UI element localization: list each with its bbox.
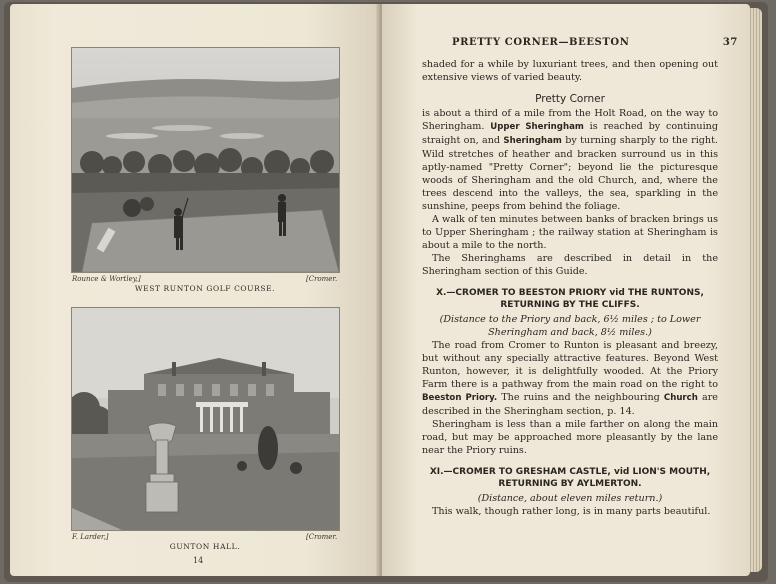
paragraph-7: This walk, though rather long, is in many parts beautiful. [432, 506, 711, 517]
sheringham-label: Sheringham [503, 136, 562, 146]
right-page-number: 37 [722, 37, 738, 48]
photo1-caption: WEST RUNTON GOLF COURSE. [134, 284, 276, 293]
paragraph-4: The Sheringhams are described in detail in the Sheringham section of this Guide. [422, 253, 718, 277]
golf-course-photo [71, 47, 340, 273]
paragraph-3: A walk of ten minutes between banks of bracken brings us to Upper Sheringham ; the railway station at Sheringham is about a mile to the north. [422, 214, 718, 251]
running-head-title: PRETTY CORNER—BEESTON [452, 37, 630, 48]
route-x-heading: X.—CROMER TO BEESTON PRIORY vid THE RUNTONS, RETURNING BY THE CLIFFS. [436, 288, 704, 310]
beeston-priory-label: Beeston Priory. [422, 393, 498, 403]
left-page-number: 14 [193, 556, 204, 565]
section-title: Pretty Corner [535, 93, 605, 105]
photo2-credit-left: F. Larder,] [72, 533, 109, 541]
gunton-hall-photo [71, 307, 340, 531]
route-xi-heading: XI.—CROMER TO GRESHAM CASTLE, vid LION'S MOUTH, RETURNING BY AYLMERTON. [429, 467, 711, 489]
church-label: Church [663, 393, 698, 403]
page-edges [748, 8, 762, 572]
paragraph-6: Sheringham is less than a mile farther on along the main road, but may be approached more pleasantly by the lane near the Priory ruins. [422, 419, 718, 456]
left-page [10, 4, 380, 576]
photo1-credit-left: Rounce & Wortley,] [72, 275, 141, 283]
photo2-credit-right: [Cromer. [306, 533, 338, 541]
running-head [452, 37, 738, 48]
route-x-distance: (Distance to the Priory and back, 6½ miles ; to Lower Sheringham and back, 8½ miles.) [439, 314, 701, 338]
body-text [422, 58, 718, 518]
photo2-caption: GUNTON HALL. [169, 542, 241, 551]
right-page [382, 4, 750, 576]
photo1-credit-right: [Cromer. [306, 275, 338, 283]
route-xi-distance: (Distance, about eleven miles return.) [477, 493, 663, 504]
upper-sheringham-label: Upper Sheringham [490, 122, 584, 132]
paragraph-1: shaded for a while by luxuriant trees, and then opening out extensive views of varied beauty. [422, 59, 718, 83]
paragraph-5: The road from Cromer to Runton is pleasant and breezy, but without any specially attractive features. Beyond West Runton, however, it is delightfully wooded. At the Priory Farm there is a pathway from the main road on the right to Beeston Priory. The ruins and the neighbouring Church are described in the Sheringham section, p. 14. [422, 340, 718, 417]
paragraph-2: is about a third of a mile from the Holt Road, on the way to Sheringham. Upper Sheringham is reached by continuing straight on, and Sheringham by turning sharply to the right. Wild stretches of heather and bracken surround us in this aptly-named "Pretty Corner"; beyond lie the picturesque woods of Sheringham and the old Church, and, where the trees descend into the valleys, the sea, sparkling in the sunshine, peeps from behind the foliage. [422, 108, 718, 212]
